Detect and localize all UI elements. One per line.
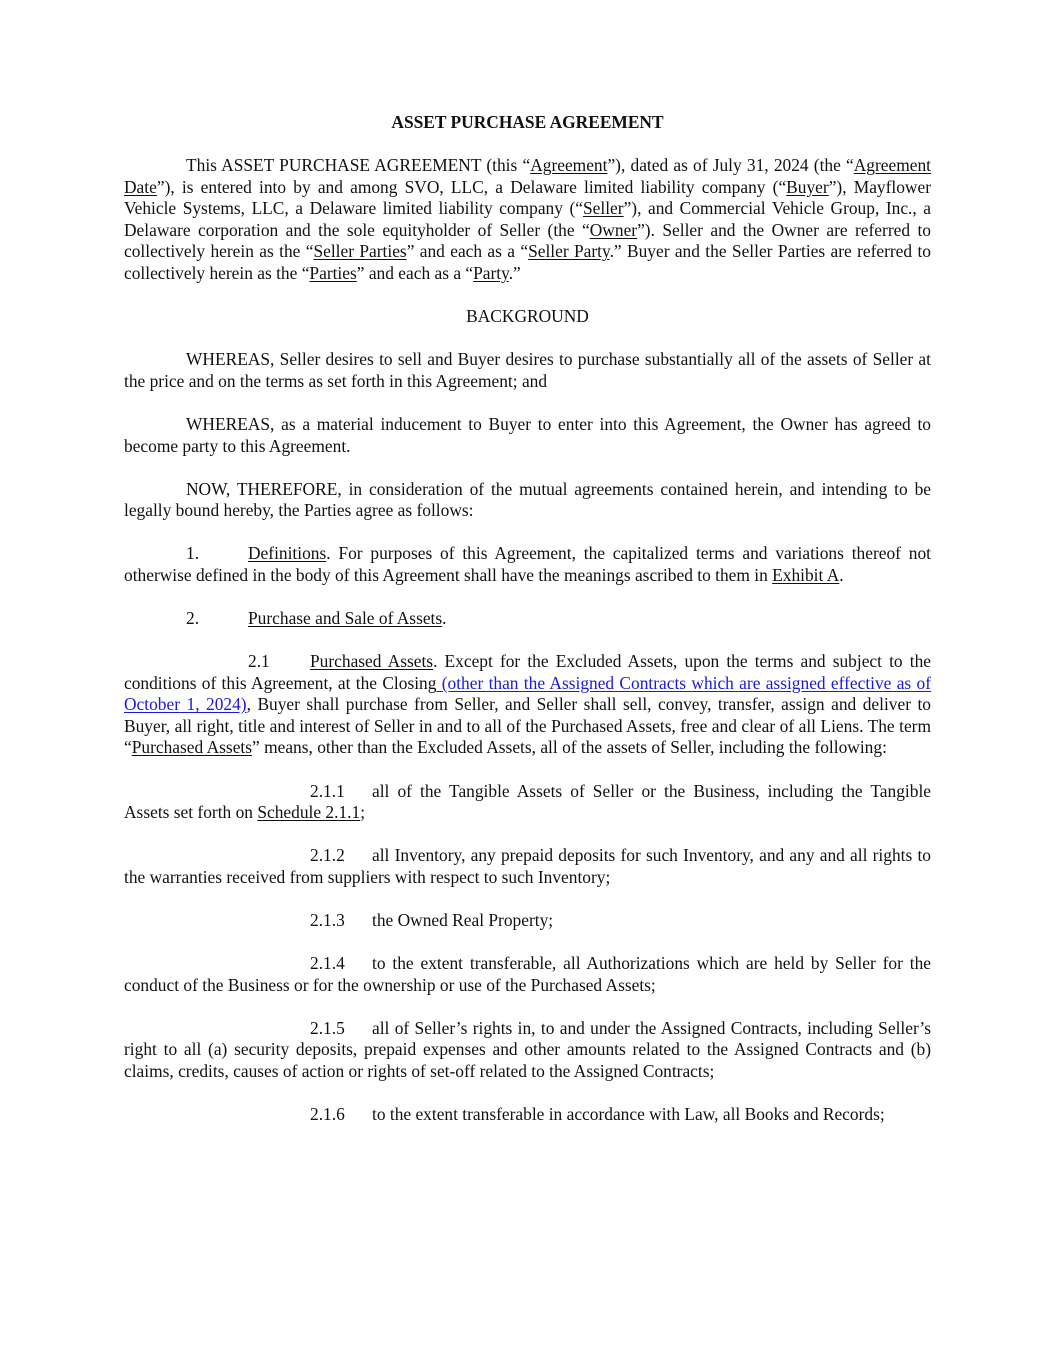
section-number: 2.: [186, 608, 200, 628]
defined-term: Agreement Date: [124, 155, 931, 197]
section-number: 2.1.6: [310, 1104, 345, 1124]
section-number: 2.1.2: [310, 845, 345, 866]
intro-text: ” and each as a “: [406, 241, 529, 262]
section-number: 2.1.1: [310, 780, 345, 801]
section-text: the Owned Real Property;: [372, 909, 554, 930]
defined-term: Agreement: [530, 155, 608, 176]
intro-text: ”), dated as of July 31, 2024 (the “: [607, 155, 854, 176]
section-number: 2.1.4: [310, 953, 345, 974]
section-text: .: [442, 608, 447, 628]
intro-text: .”: [508, 263, 521, 284]
intro-text: ” and each as a “: [356, 263, 474, 284]
section-1-definitions: [124, 543, 931, 586]
section-number: 2.1: [248, 651, 270, 672]
intro-text: ”), is entered into by and among SVO, LLC, a Delaware limited liability company (“: [156, 176, 787, 197]
defined-term: Parties: [309, 263, 357, 284]
intro-text: ”), Mayflower Vehicle Systems, LLC, a Delaware limited liability company (“: [124, 176, 931, 219]
section-2-1-5: [124, 1018, 931, 1083]
whereas-paragraph-2: WHEREAS, as a material inducement to Buyer to enter into this Agreement, the Owner has agreed to become party to this Agreement.: [124, 413, 931, 456]
section-number: 1.: [186, 543, 200, 564]
defined-term: Seller: [583, 198, 624, 219]
defined-term: Seller Party: [528, 241, 610, 262]
now-therefore-paragraph: NOW, THEREFORE, in consideration of the mutual agreements contained herein, and intending to be legally bound hereby, the Parties agree as follows:: [124, 478, 931, 521]
section-text: .: [839, 564, 844, 585]
section-2-purchase-and-sale: [124, 608, 931, 630]
section-text: ;: [360, 802, 366, 823]
section-text: , Buyer shall purchase from Seller, and Seller shall sell, convey, transfer, assign and deliver to Buyer, all right, title and interest of Seller in and to all of the Purchased Assets, free and clear of all Liens. The term “: [124, 694, 931, 758]
intro-paragraph: [124, 155, 931, 285]
defined-term: Seller Parties: [313, 241, 407, 262]
section-number: 2.1.3: [310, 909, 345, 930]
defined-term: Purchased Assets: [131, 737, 253, 758]
section-2-1-4: [124, 953, 931, 996]
intro-text: ”). Seller and the Owner are referred to collectively herein as the “: [124, 219, 931, 262]
section-text: all of Seller’s rights in, to and under the Assigned Contracts, including Seller’s right to all (a) security deposits, prepaid expenses and other amounts related to the Assigned Contracts and (b) claims, credits, causes of action or rights of set-off related to the Assigned Contracts;: [124, 1017, 931, 1081]
whereas-paragraph-1: WHEREAS, Seller desires to sell and Buyer desires to purchase substantially all of the assets of Seller at the price and on the terms as set forth in this Agreement; and: [124, 349, 931, 391]
defined-term: Owner: [589, 219, 638, 240]
section-text: all Inventory, any prepaid deposits for such Inventory, and any and all rights to the warranties received from suppliers with respect to such Inventory;: [124, 845, 931, 887]
section-heading: Purchase and Sale of Assets: [248, 608, 443, 628]
section-text: all of the Tangible Assets of Seller or the Business, including the Tangible Assets set forth on: [124, 780, 931, 823]
section-text: . Except for the Excluded Assets, upon the terms and subject to the conditions of this Agreement, at the Closing: [124, 651, 931, 693]
section-2-1-2: [124, 845, 931, 888]
section-2-1-6: [124, 1104, 931, 1126]
section-heading: Purchased Assets: [310, 651, 434, 672]
defined-term: Party: [473, 263, 509, 284]
section-number: 2.1.5: [310, 1017, 345, 1038]
tracked-insertion: (other than the Assigned Contracts which are assigned effective as of October 1, 2024): [124, 672, 931, 715]
section-2-1-3: [124, 910, 931, 932]
section-text: ” means, other than the Excluded Assets, all of the assets of Seller, including the following:: [252, 737, 887, 758]
section-2-1-1: [124, 781, 931, 824]
schedule-reference: Schedule 2.1.1: [257, 802, 361, 823]
intro-text: This ASSET PURCHASE AGREEMENT (this “: [186, 155, 531, 176]
section-text: . For purposes of this Agreement, the capitalized terms and variations thereof not otherwise defined in the body of this Agreement shall have the meanings ascribed to them in: [124, 543, 931, 585]
defined-term: Buyer: [786, 176, 829, 197]
document-title: ASSET PURCHASE AGREEMENT: [391, 112, 664, 132]
section-2-1-purchased-assets: [124, 651, 931, 759]
section-text: to the extent transferable in accordance with Law, all Books and Records;: [372, 1104, 885, 1124]
section-heading: Definitions: [248, 543, 327, 564]
section-text: to the extent transferable, all Authorizations which are held by Seller for the conduct of the Business or for the ownership or use of the Purchased Assets;: [124, 953, 931, 995]
exhibit-reference: Exhibit A: [772, 564, 840, 585]
document-page: [124, 112, 931, 1147]
intro-text: ”), and Commercial Vehicle Group, Inc., a Delaware corporation and the sole equityholder of Seller (the “: [124, 198, 932, 240]
intro-text: .” Buyer and the Seller Parties are referred to collectively herein as the “: [124, 241, 931, 284]
background-heading: BACKGROUND: [466, 306, 589, 327]
